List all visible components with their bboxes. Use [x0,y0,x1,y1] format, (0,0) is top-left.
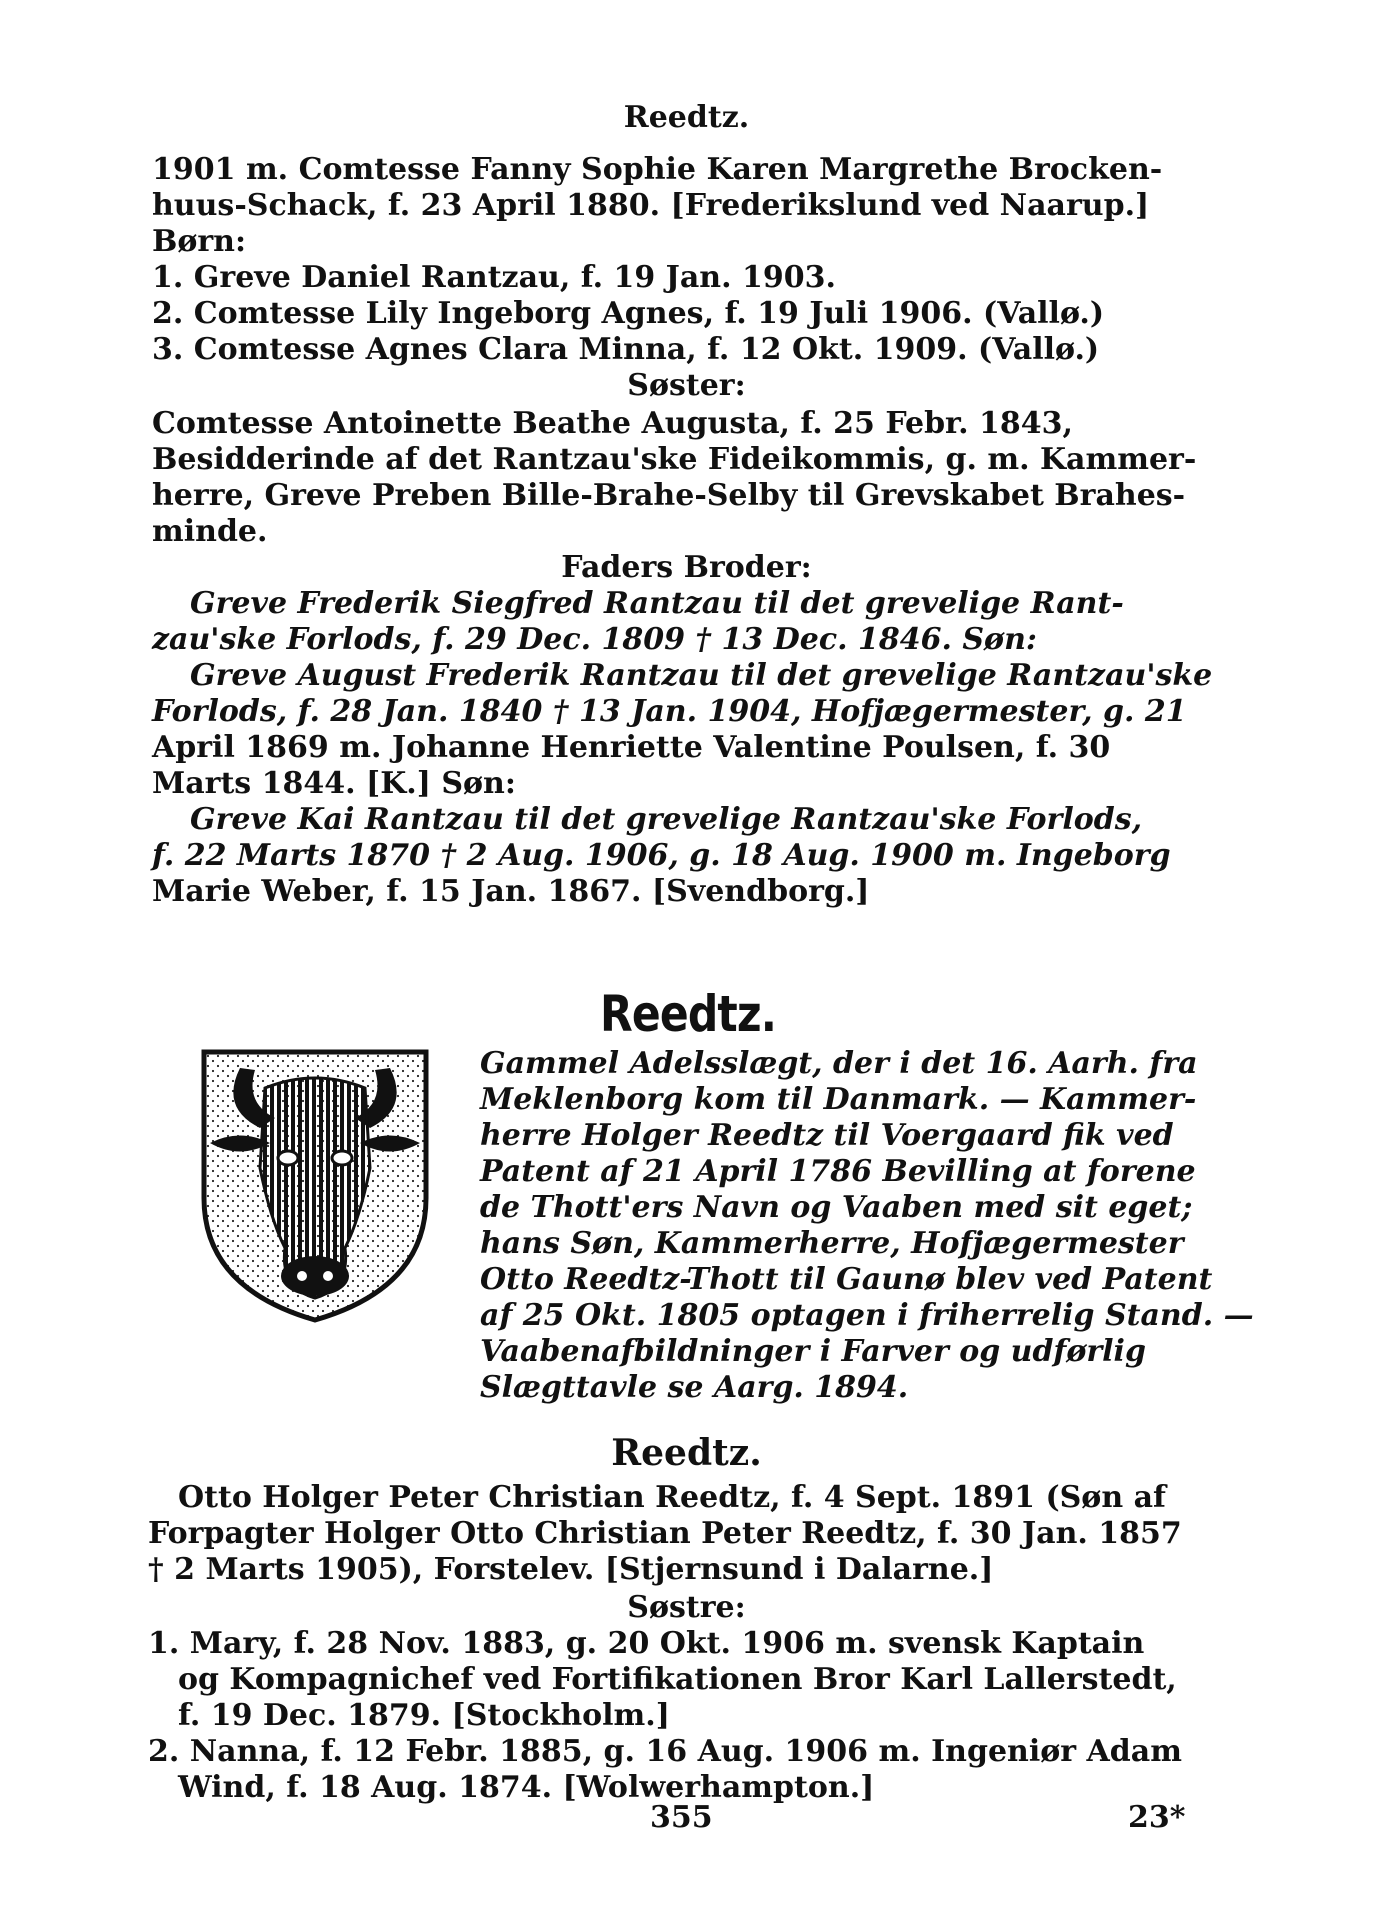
text-line: Comtesse Antoinette Beathe Augusta, f. 25 Febr. 1843, [152,406,1073,441]
text-line: og Kompagnichef ved Fortifikationen Bror Karl Lallerstedt, [178,1662,1177,1697]
section-heading: Søstre: [627,1590,746,1625]
bull-head-shield-icon [200,1048,430,1323]
text-line: minde. [152,514,268,549]
text-line: f. 19 Dec. 1879. [Stockholm.] [178,1698,670,1733]
list-item: 3. Comtesse Agnes Clara Minna, f. 12 Okt. 1909. (Vallø.) [152,332,1100,367]
text-line: Wind, f. 18 Aug. 1874. [Wolwerhampton.] [178,1770,875,1805]
list-item: 2. Comtesse Lily Ingeborg Agnes, f. 19 Juli 1906. (Vallø.) [152,296,1105,331]
text-line: Otto Reedtz-Thott til Gaunø blev ved Patent [480,1262,1213,1297]
text-line: herre, Greve Preben Bille-Brahe-Selby til Grevskabet Brahes- [152,478,1186,513]
signature-mark: 23* [1128,1800,1186,1835]
list-item: 2. Nanna, f. 12 Febr. 1885, g. 16 Aug. 1906 m. Ingeniør Adam [148,1734,1182,1769]
section-heading: Søster: [627,368,746,403]
page-number: 355 [650,1800,713,1835]
running-header: Reedtz. [623,100,750,135]
text-line: zau'ske Forlods, f. 29 Dec. 1809 † 13 Dec. 1846. Søn: [152,622,1037,657]
text-line: Forpagter Holger Otto Christian Peter Reedtz, f. 30 Jan. 1857 [148,1516,1182,1551]
text-line: Greve Frederik Siegfred Rantzau til det grevelige Rant- [190,586,1124,621]
text-line: 1901 m. Comtesse Fanny Sophie Karen Margrethe Brocken- [152,152,1163,187]
text-line: Otto Holger Peter Christian Reedtz, f. 4 Sept. 1891 (Søn af [178,1480,1166,1515]
text-line: f. 22 Marts 1870 † 2 Aug. 1906, g. 18 Aug. 1900 m. Ingeborg [152,838,1171,873]
text-line: herre Holger Reedtz til Voergaard fik ved [480,1118,1174,1153]
text-line: Slægttavle se Aarg. 1894. [480,1370,909,1405]
text-line: Greve August Frederik Rantzau til det grevelige Rantzau'ske [190,658,1213,693]
family-title: Reedtz. [600,985,777,1043]
text-line: Greve Kai Rantzau til det grevelige Rantzau'ske Forlods, [190,802,1143,837]
text-line: April 1869 m. Johanne Henriette Valentine Poulsen, f. 30 [152,730,1111,765]
family-title: Reedtz. [611,1432,762,1474]
text-line: Besidderinde af det Rantzau'ske Fideikommis, g. m. Kammer- [152,442,1197,477]
text-line: de Thott'ers Navn og Vaaben med sit eget; [480,1190,1193,1225]
text-line: huus-Schack, f. 23 April 1880. [Frederikslund ved Naarup.] [152,188,1150,223]
section-heading: Faders Broder: [561,550,812,585]
list-item: 1. Greve Daniel Rantzau, f. 19 Jan. 1903. [152,260,836,295]
text-line: Meklenborg kom til Danmark. — Kammer- [480,1082,1197,1117]
text-line: Vaabenafbildninger i Farver og udførlig [480,1334,1146,1369]
list-item: 1. Mary, f. 28 Nov. 1883, g. 20 Okt. 1906 m. svensk Kaptain [148,1626,1145,1661]
text-line: Gammel Adelsslægt, der i det 16. Aarh. fra [480,1046,1198,1081]
text-line: Børn: [152,224,247,259]
text-line: Patent af 21 April 1786 Bevilling at forene [480,1154,1196,1189]
text-line: † 2 Marts 1905), Forstelev. [Stjernsund i Dalarne.] [148,1552,994,1587]
text-line: Marts 1844. [K.] Søn: [152,766,516,801]
text-line: Marie Weber, f. 15 Jan. 1867. [Svendborg.] [152,874,870,909]
text-line: af 25 Okt. 1805 optagen i friherrelig Stand. — [480,1298,1254,1333]
text-line: hans Søn, Kammerherre, Hofjægermester [480,1226,1184,1261]
text-line: Forlods, f. 28 Jan. 1840 † 13 Jan. 1904, Hofjægermester, g. 21 [152,694,1187,729]
